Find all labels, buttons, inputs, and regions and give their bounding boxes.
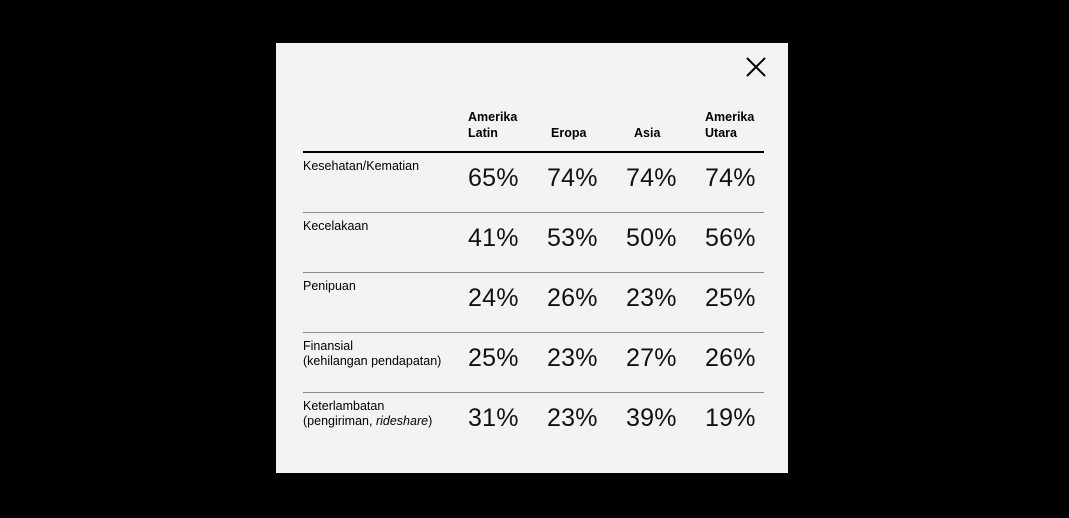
table-row bbox=[303, 213, 764, 273]
row-label-sub-italic: rideshare bbox=[375, 414, 429, 428]
row-label-sub bbox=[303, 414, 432, 429]
row-label-main: Penipuan bbox=[303, 279, 356, 293]
table-cell: 56% bbox=[705, 224, 756, 252]
close-icon bbox=[743, 54, 769, 80]
table-header-row bbox=[303, 103, 764, 153]
table-row bbox=[303, 333, 764, 393]
row-label bbox=[303, 399, 432, 429]
table-cell: 23% bbox=[626, 284, 677, 312]
row-label-sub: (kehilangan pendapatan) bbox=[303, 354, 442, 368]
column-header-asia: Asia bbox=[634, 126, 661, 140]
row-label bbox=[303, 159, 419, 174]
table-cell: 50% bbox=[626, 224, 677, 252]
table-cell: 39% bbox=[626, 404, 677, 432]
row-label bbox=[303, 219, 368, 234]
close-button[interactable] bbox=[743, 54, 769, 80]
table-cell: 26% bbox=[705, 344, 756, 372]
table-cell: 53% bbox=[547, 224, 598, 252]
row-label-main: Kecelakaan bbox=[303, 219, 369, 233]
column-header-eropa: Eropa bbox=[551, 126, 587, 140]
table-cell: 31% bbox=[468, 404, 519, 432]
table-cell: 25% bbox=[468, 344, 519, 372]
data-table-modal bbox=[276, 43, 788, 473]
table-cell: 19% bbox=[705, 404, 756, 432]
table-cell: 74% bbox=[705, 164, 756, 192]
table-row bbox=[303, 393, 764, 452]
table-cell: 24% bbox=[468, 284, 519, 312]
row-label bbox=[303, 339, 441, 369]
row-label bbox=[303, 279, 356, 294]
table-cell: 25% bbox=[705, 284, 756, 312]
table-cell: 74% bbox=[626, 164, 677, 192]
table-cell: 41% bbox=[468, 224, 519, 252]
row-label-sub-start: (pengiriman, bbox=[303, 414, 376, 428]
row-label-main: Keterlambatan bbox=[303, 399, 385, 413]
table-row bbox=[303, 153, 764, 213]
table-cell: 23% bbox=[547, 404, 598, 432]
table-row bbox=[303, 273, 764, 333]
row-label-main: Kesehatan/Kematian bbox=[303, 159, 420, 173]
table-cell: 23% bbox=[547, 344, 598, 372]
table-cell: 27% bbox=[626, 344, 677, 372]
table-cell: 74% bbox=[547, 164, 598, 192]
table-cell: 65% bbox=[468, 164, 519, 192]
percentage-table bbox=[303, 103, 764, 452]
row-label-main: Finansial bbox=[303, 339, 354, 353]
row-label-sub-end: ) bbox=[428, 414, 433, 428]
table-cell: 26% bbox=[547, 284, 598, 312]
column-header-amerika-latin: Amerika Latin bbox=[468, 110, 518, 140]
column-header-amerika-utara: Amerika Utara bbox=[705, 110, 755, 140]
